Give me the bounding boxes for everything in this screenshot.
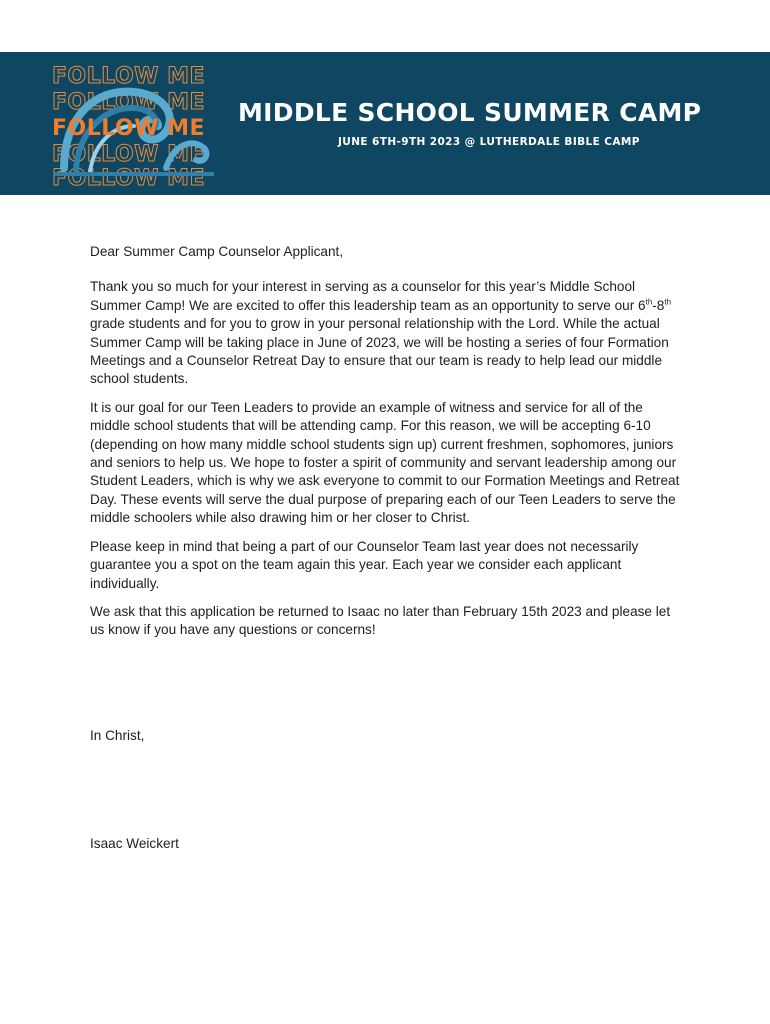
banner-title: MIDDLE SCHOOL SUMMER CAMP <box>238 98 702 127</box>
follow-me-logo <box>48 60 220 191</box>
banner-subtitle: JUNE 6TH-9TH 2023 @ LUTHERDALE BIBLE CAMP <box>338 136 640 148</box>
logo-text-line: FOLLOW ME <box>52 90 206 115</box>
letter-body <box>90 243 680 650</box>
salutation: Dear Summer Camp Counselor Applicant, <box>90 244 344 259</box>
signature: Isaac Weickert <box>90 836 179 851</box>
paragraph-1-text: -8 <box>652 297 665 313</box>
logo-text-line: FOLLOW ME <box>52 142 206 167</box>
paragraph-1 <box>90 278 680 388</box>
paragraph-4: We ask that this application be returned to Isaac no later than February 15th 2023 and please let us know if you have any questions or concerns! <box>90 603 671 638</box>
superscript: th <box>645 297 653 307</box>
paragraph-1-text: grade students and for you to grow in your personal relationship with the Lord. While the actual Summer Camp will be taking place in June of 2023, we will be hosting a series of four Formation Meetings and a Counselor Retreat Day to ensure that our team is ready to help lead our middle school students. <box>90 316 669 387</box>
header-banner <box>0 52 770 195</box>
paragraph-2: It is our goal for our Teen Leaders to provide an example of witness and service for all of the middle school students that will be attending camp. For this reason, we will be accepting 6-10 (depending on how many middle school students sign up) current freshmen, sophomores, juniors and seniors to help us. We hope to foster a spirit of community and servant leadership among our Student Leaders, which is why we ask everyone to commit to our Formation Meetings and Retreat Day. These events will serve the dual purpose of preparing each of our Teen Leaders to serve the middle schoolers while also drawing him or her closer to Christ. <box>90 399 680 526</box>
closing: In Christ, <box>90 728 145 743</box>
logo-text-line: FOLLOW ME <box>52 166 206 191</box>
paragraph-3: Please keep in mind that being a part of our Counselor Team last year does not necessarily guarantee you a spot on the team again this year. Each year we consider each applicant individually. <box>90 538 639 591</box>
paragraph-1-text: Thank you so much for your interest in serving as a counselor for this year’s Middle School Summer Camp! We are excited to offer this leadership team as an opportunity to serve our 6 <box>90 279 646 313</box>
superscript: th <box>664 297 672 307</box>
logo-text-line-highlight: FOLLOW ME <box>52 116 206 141</box>
logo-text-line: FOLLOW ME <box>52 64 206 89</box>
